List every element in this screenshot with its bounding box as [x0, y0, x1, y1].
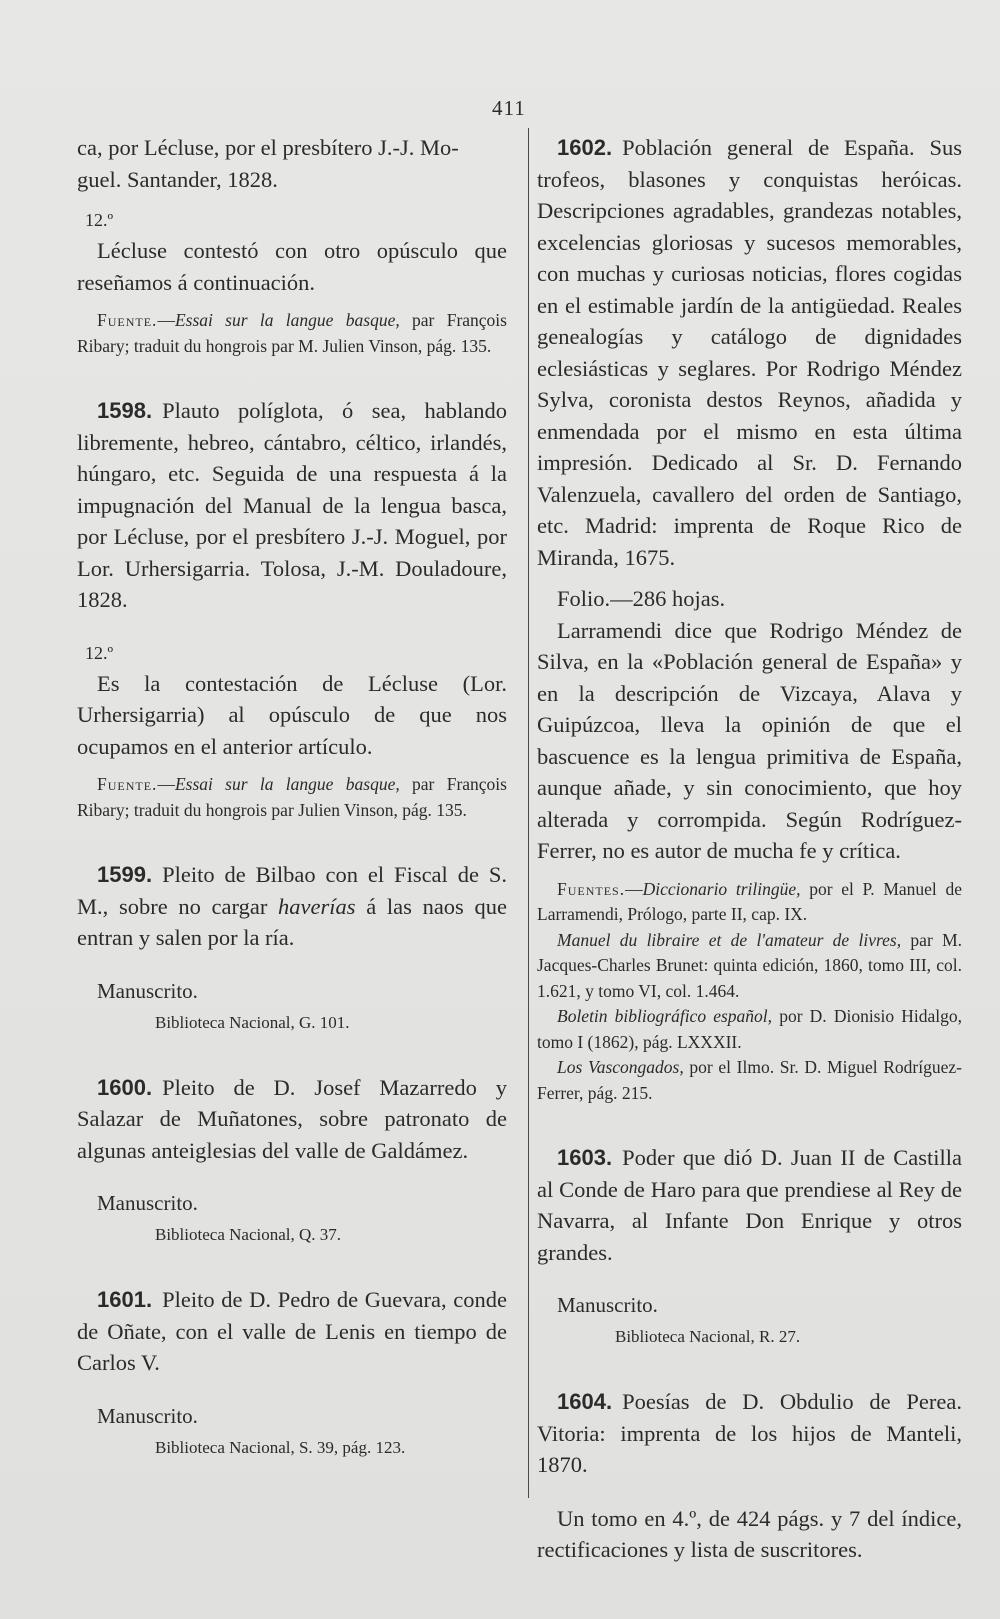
- entry-1602: [537, 132, 962, 573]
- entry-text: Pleito de Bilbao con el Fiscal de S. M., sobre no cargar: [77, 862, 507, 919]
- entry-text-end: á las naos que entran y salen por la ría.: [77, 893, 507, 950]
- sources-label: Fuentes.: [557, 878, 626, 899]
- entry-number: 1598.: [97, 398, 153, 423]
- source-title: Essai sur la langue basque,: [174, 310, 400, 330]
- source-item: [537, 1055, 962, 1106]
- source-note: Fuente.—Essai sur la langue basque, par François Ribary; traduit du hongrois par Julien Vinson, pág. 135.: [77, 774, 507, 820]
- entry-text: Pleito de D. Pedro de Guevara, conde de Oñate, con el valle de Lenis en tiempo de Carlos V.: [77, 1287, 507, 1375]
- source-details: por el P. Manuel de Larramendi, Prólogo, parte II, cap. IX.: [537, 878, 962, 924]
- source-details: par M. Jacques-Charles Brunet: quinta edición, 1860, tomo III, col. 1.621, y tomo VI, col. 1.464.: [537, 929, 963, 1001]
- entry-text: Poder que dió D. Juan II de Castilla al Conde de Haro para que prendiese al Rey de Navarra, al Infante Don Enrique y otros grandes.: [537, 1145, 962, 1265]
- library-reference: Biblioteca Nacional, R. 27.: [615, 1327, 801, 1346]
- entry-note: Es la contestación de Lécluse (Lor. Urhersigarria) al opúsculo de que nos ocupamos en el anterior artículo.: [77, 670, 507, 759]
- sources-note: Fuentes.—Diccionario trilingüe, por el P. Manuel de Larramendi, Prólogo, parte II, cap. IX.: [537, 878, 962, 924]
- entry-1600: [77, 1072, 507, 1167]
- entry-note: Lécluse contestó con otro opúsculo que reseñamos á continuación.: [77, 238, 507, 295]
- entry-number: 1602.: [557, 135, 613, 160]
- entry-text: Pleito de D. Josef Mazarredo y Salazar de Muñatones, sobre patronato de algunas anteiglesias del valle de Galdámez.: [77, 1074, 507, 1163]
- entry-text: Plauto políglota, ó sea, hablando libremente, hebreo, cántabro, céltico, irlandés, húngaro, etc. Seguida de una respuesta á la impugnación del Manual de la lengua basca, por Lécluse, por el presbítero J.-J. Moguel, por Lor. Urhersigarria. Tolosa, J.-M. Douladoure, 1828.: [77, 398, 507, 612]
- library-reference: Biblioteca Nacional, G. 101.: [155, 1012, 350, 1032]
- source-title: Los Vascongados,: [557, 1057, 684, 1077]
- source-note: Fuente.—Essai sur la langue basque, par François Ribary; traduit du hongrois par M. Julien Vinson, pág. 135.: [77, 310, 507, 356]
- manuscript-label: Manuscrito.: [557, 1293, 658, 1317]
- source-title: Essai sur la langue basque,: [174, 774, 400, 794]
- source-details: par François Ribary; traduit du hongrois par Julien Vinson, pág. 135.: [77, 774, 507, 820]
- source-label: Fuente.: [97, 310, 158, 330]
- manuscript-label: Manuscrito.: [97, 978, 198, 1003]
- entry-1604: [537, 1386, 962, 1481]
- intro-line-2: guel. Santander, 1828.: [77, 166, 278, 192]
- right-column: [537, 132, 962, 1566]
- entry-number: 1601.: [97, 1287, 153, 1312]
- intro-line-1: ca, por Lécluse, por el presbítero J.-J. Mo-: [77, 135, 459, 160]
- source-label: Fuente.: [97, 774, 158, 794]
- library-reference: Biblioteca Nacional, S. 39, pág. 123.: [155, 1437, 406, 1457]
- source-item: [537, 1004, 962, 1055]
- library-reference: Biblioteca Nacional, Q. 37.: [155, 1225, 342, 1244]
- entry-text: Poesías de D. Obdulio de Perea. Vitoria: imprenta de los hijos de Manteli, 1870.: [537, 1389, 962, 1477]
- source-details: por D. Dionisio Hidalgo, tomo I (1862), pág. LXXXII.: [537, 1006, 962, 1052]
- format-note: Folio.—286 hojas.: [557, 586, 726, 611]
- entry-number: 1603.: [557, 1145, 613, 1170]
- entry-1599: [77, 859, 507, 954]
- source-title: Diccionario trilingüe,: [642, 878, 801, 899]
- source-item: [537, 928, 962, 1005]
- source-title: Manuel du libraire et de l'amateur de livres,: [557, 929, 902, 950]
- entry-number: 1599.: [97, 862, 153, 887]
- entry-1603: [537, 1142, 962, 1268]
- source-title: Boletin bibliográfico español,: [557, 1006, 773, 1026]
- entry-note: Larramendi dice que Rodrigo Méndez de Silva, en la «Población general de España» y en la descripción de Vizcaya, Alava y Guipúzcoa, lleva la opinión de que el bascuence es la lengua primitiva de España, aunque añade, y sin conocimiento, que hoy alterada y corrompida. Según Rodríguez-Ferrer, no es autor de mucha fe y crítica.: [537, 617, 962, 863]
- manuscript-label: Manuscrito.: [97, 1403, 198, 1428]
- left-column: [77, 132, 507, 1461]
- entry-1601: [77, 1284, 507, 1379]
- entry-number: 1604.: [557, 1389, 613, 1414]
- continued-entry: [77, 132, 507, 195]
- manuscript-label: Manuscrito.: [97, 1191, 198, 1215]
- column-divider: [528, 128, 529, 1498]
- page-number: 411: [492, 96, 526, 120]
- entry-text: Población general de España. Sus trofeos, blasones y conquistas heróicas. Descripciones agradables, grandezas notables, excelencias gloriosas y sucesos memorables, con muchas y curiosas noticias, flores cogidas en el estimable jardín de la antigüedad. Reales genealogías y catálogo de dignidades eclesiásticas y seglares. Por Rodrigo Méndez Sylva, coronista destos Reynos, añadida y enmendada por el mismo en esta última impresión. Dedicado al Sr. D. Fernando Valenzuela, cavallero del orden de Santiago, etc. Madrid: imprenta de Roque Rico de Miranda, 1675.: [537, 135, 962, 570]
- entry-text-italic: haverías: [278, 893, 356, 919]
- entry-number: 1600.: [97, 1074, 153, 1100]
- entry-1598: [77, 395, 507, 616]
- source-details: par François Ribary; traduit du hongrois par M. Julien Vinson, pág. 135.: [77, 310, 507, 356]
- physical-description: Un tomo en 4.º, de 424 págs. y 7 del índice, rectificaciones y lista de suscritores.: [537, 1505, 962, 1562]
- format-note: 12.º: [85, 210, 114, 230]
- source-details: por el Ilmo. Sr. D. Miguel Rodríguez-Ferrer, pág. 215.: [537, 1057, 962, 1103]
- format-note: 12.º: [85, 642, 114, 663]
